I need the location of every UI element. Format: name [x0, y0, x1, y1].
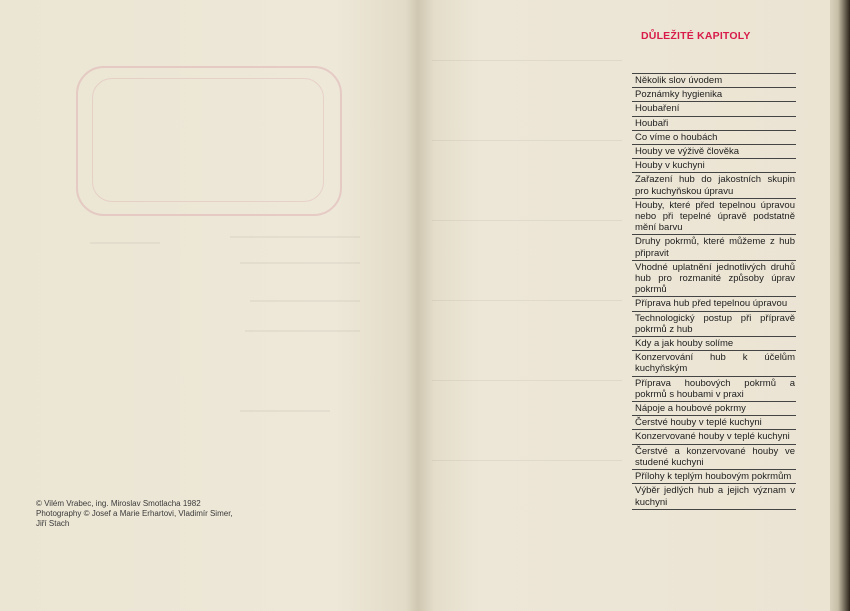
toc-item: Poznámky hygienika [632, 88, 796, 102]
chapters-heading: DŮLEŽITÉ KAPITOLY [641, 30, 751, 42]
show-through-line [432, 380, 622, 381]
toc-item: Nápoje a houbové pokrmy [632, 402, 796, 416]
toc-item: Zařazení hub do jakostních skupin pro kuchyňskou úpravu [632, 173, 796, 198]
show-through-line [432, 300, 622, 301]
toc-item: Houby ve výživě člověka [632, 145, 796, 159]
show-through-line [432, 220, 622, 221]
toc-item: Houby, které před tepelnou úpravou nebo při tepelné úpravě podstatně mění barvu [632, 199, 796, 236]
show-through-line [432, 460, 622, 461]
toc-item: Houbaři [632, 117, 796, 131]
toc-item: Technologický postup při přípravě pokrmů z hub [632, 312, 796, 337]
toc-item: Příprava houbových pokrmů a pokrmů s houbami v praxi [632, 377, 796, 402]
toc-item: Konzervování hub k účelům kuchyňským [632, 351, 796, 376]
toc-item: Co víme o houbách [632, 131, 796, 145]
toc-item: Několik slov úvodem [632, 74, 796, 88]
toc-item: Výběr jedlých hub a jejich význam v kuchyni [632, 484, 796, 509]
toc-item: Kdy a jak houby solíme [632, 337, 796, 351]
toc-item: Vhodné uplatnění jednotlivých druhů hub pro rozmanité způsoby úprav pokrmů [632, 261, 796, 298]
page-edge [830, 0, 850, 611]
table-of-contents [632, 73, 796, 510]
toc-item: Konzervované houby v teplé kuchyni [632, 430, 796, 444]
toc-item: Příprava hub před tepelnou úpravou [632, 297, 796, 311]
toc-item: Houby v kuchyni [632, 159, 796, 173]
copyright-line: Photography © Josef a Marie Erhartovi, Vladimír Simer, [36, 509, 233, 518]
toc-item: Čerstvé a konzervované houby ve studené kuchyni [632, 445, 796, 470]
show-through-line [432, 140, 622, 141]
toc-item: Druhy pokrmů, které můžeme z hub připravit [632, 235, 796, 260]
show-through-line [432, 60, 622, 61]
toc-item: Čerstvé houby v teplé kuchyni [632, 416, 796, 430]
show-through-cover-inner-frame [92, 78, 324, 202]
toc-item: Houbaření [632, 102, 796, 116]
copyright-line: Jiří Stach [36, 519, 70, 528]
left-page [0, 0, 418, 611]
copyright-notice [36, 499, 336, 529]
copyright-line: © Vilém Vrabec, ing. Miroslav Smotlacha 1982 [36, 499, 201, 508]
toc-item: Přílohy k teplým houbovým pokrmům [632, 470, 796, 484]
